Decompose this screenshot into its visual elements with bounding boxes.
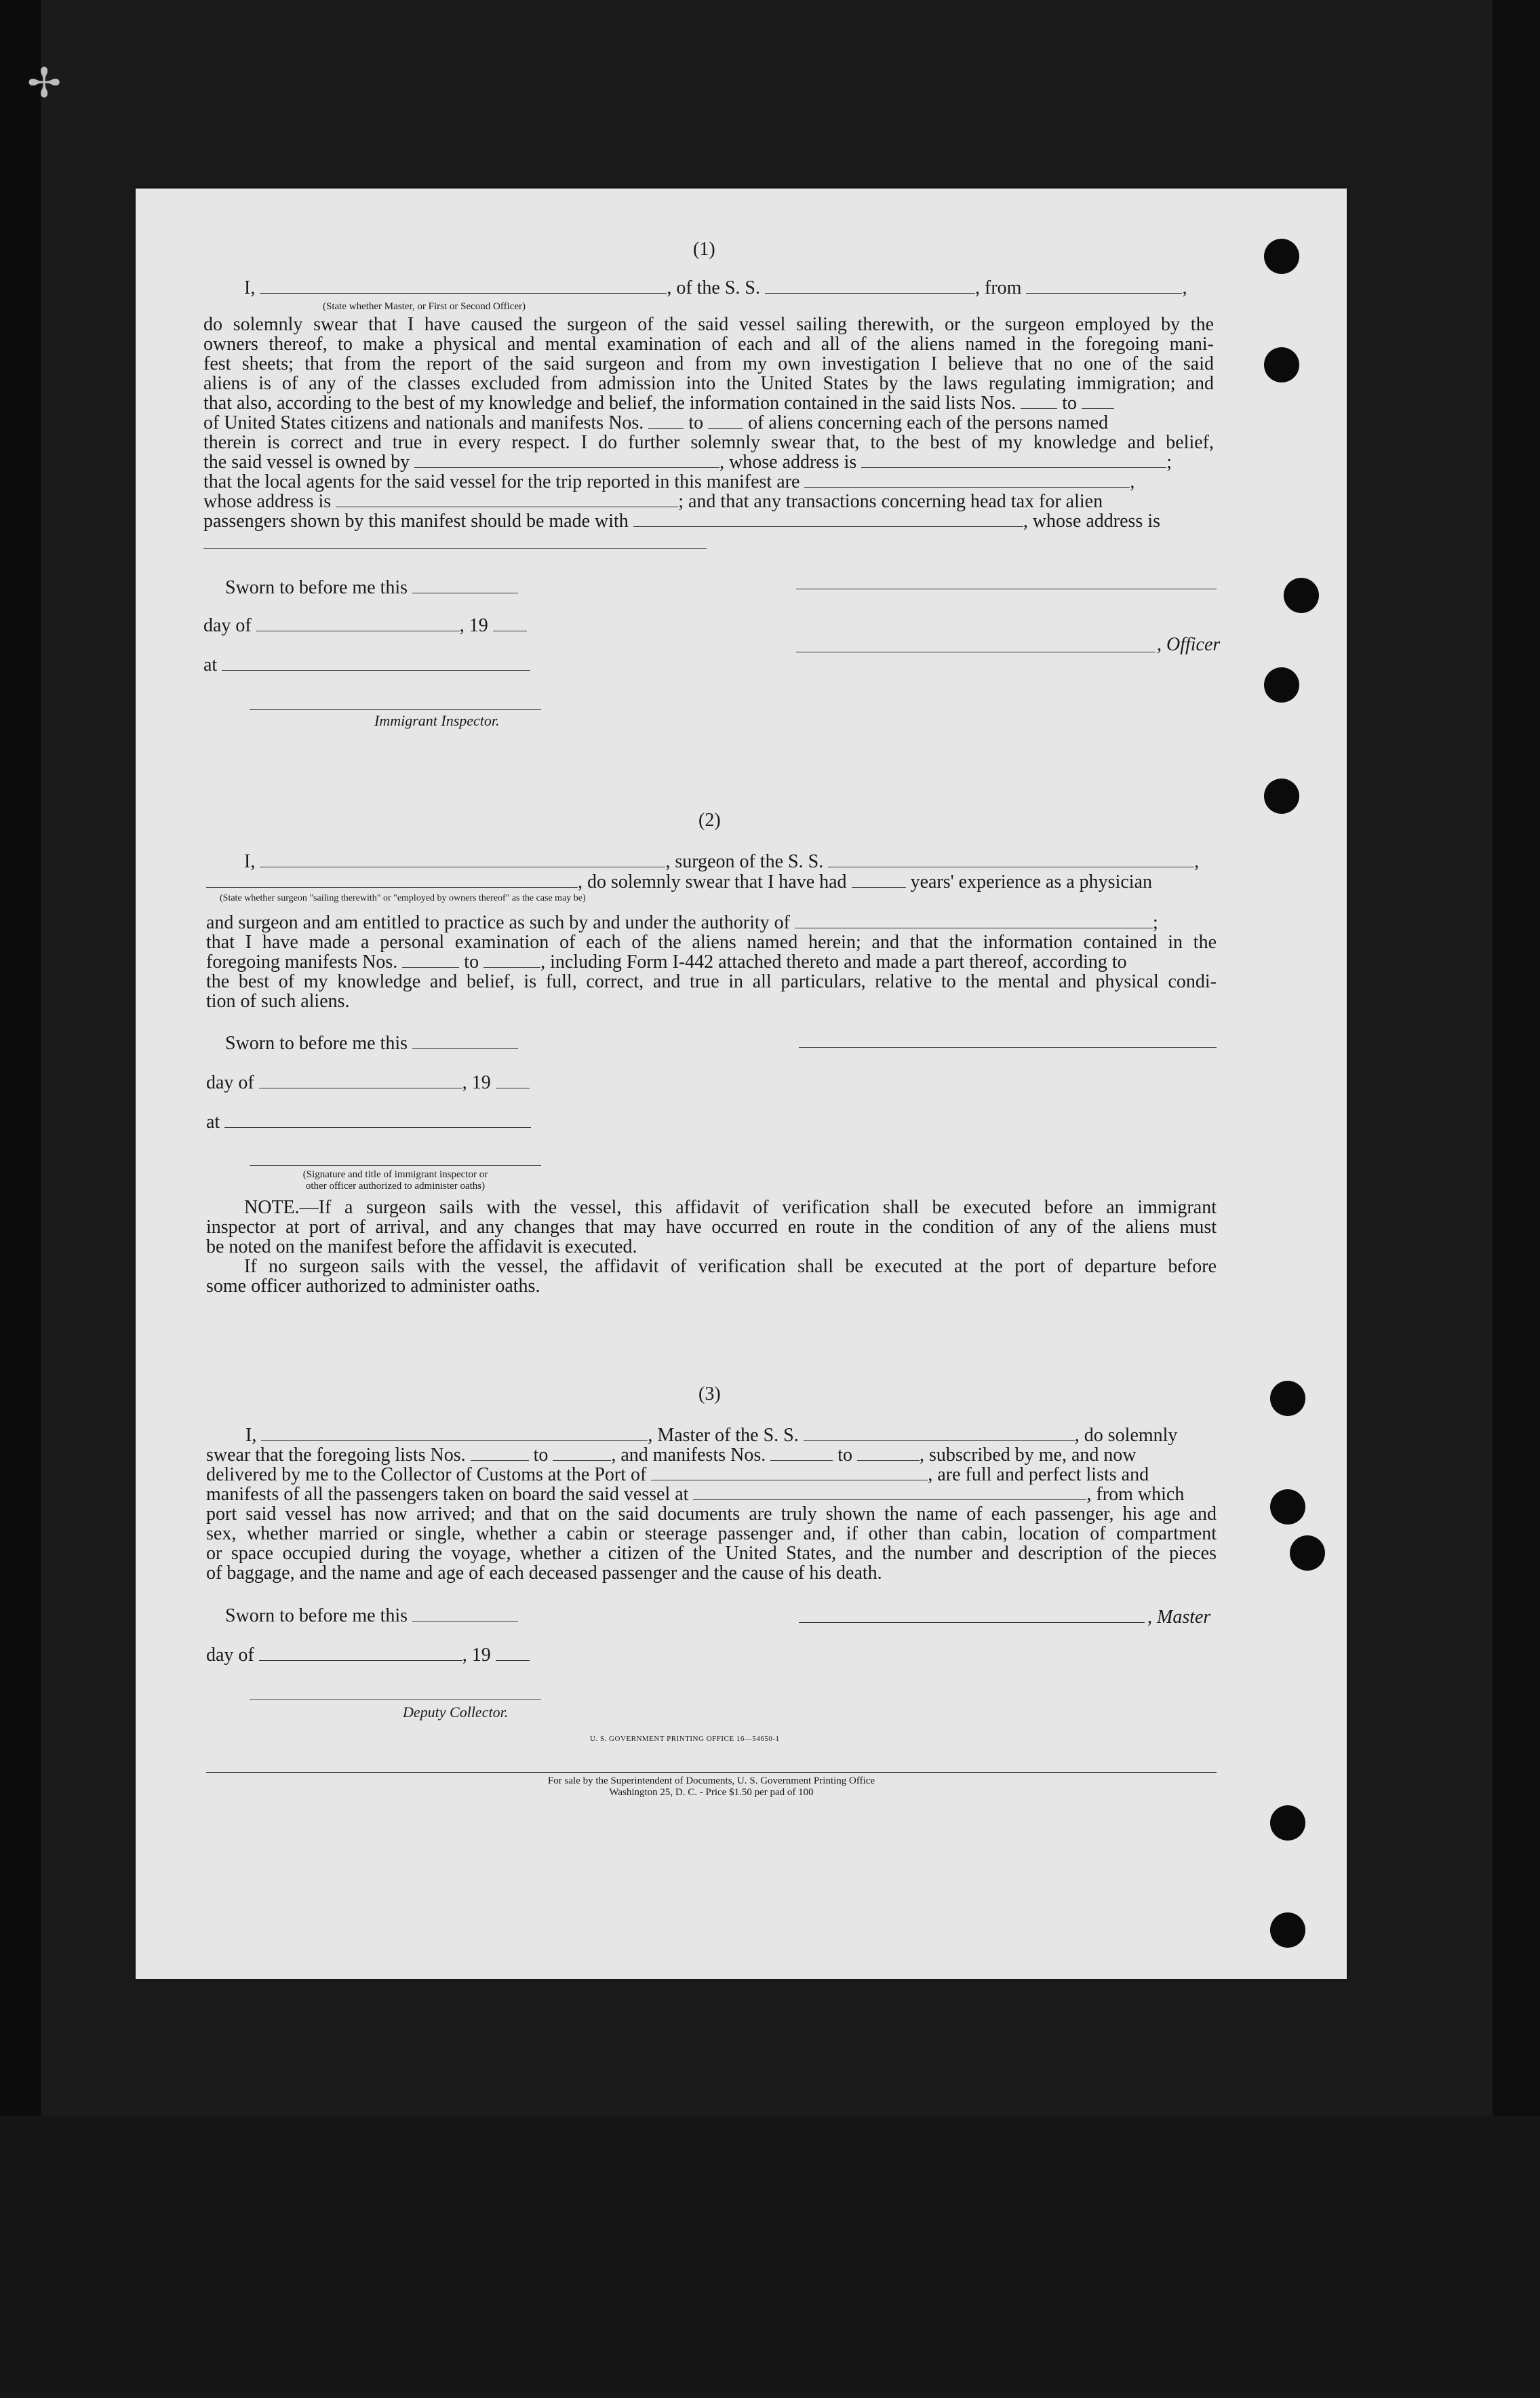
s2-manifests-line: [206, 952, 1127, 972]
at-label: at: [203, 654, 218, 675]
s1-at-line: [203, 655, 530, 675]
s1-officer-label: , Officer: [1157, 634, 1221, 655]
s3-lists-from-blank[interactable]: [471, 1445, 529, 1461]
s3-master-signature-line[interactable]: [799, 1622, 1145, 1623]
s1-address-continuation-blank[interactable]: [203, 548, 707, 549]
punch-hole-icon: [1264, 667, 1299, 703]
s2-text: , including Form I-442 attached thereto and made a part thereof, according to: [540, 951, 1127, 972]
s1-text: of United States citizens and nationals and manifests Nos.: [203, 412, 644, 433]
s3-boarding-line: [206, 1485, 1184, 1505]
s1-para-line: therein is correct and true in every respect. I do further solemnly swear that, to the best of my knowledge and belief,: [203, 432, 1214, 453]
s1-master-line: [244, 278, 1187, 298]
s3-label-i: I,: [245, 1425, 257, 1446]
s2-at-line: [206, 1112, 531, 1133]
s1-para-line: do solemnly swear that I have caused the surgeon of the said vessel sailing therewith, or the surgeon employed by the: [203, 314, 1214, 335]
s2-surgeon-signature-line[interactable]: [799, 1047, 1217, 1048]
day-of-label: day of: [206, 1645, 254, 1666]
s2-text: foregoing manifests Nos.: [206, 951, 398, 972]
punch-hole-icon: [1264, 347, 1299, 382]
s2-signature-note-line2: other officer authorized to administer oaths): [305, 1181, 486, 1192]
s1-manifest-from-blank[interactable]: [648, 413, 684, 429]
s2-punct: ,: [1194, 851, 1200, 872]
punch-hole-icon: [1270, 1489, 1305, 1525]
s2-authority-line: [206, 913, 1158, 933]
s3-text: to: [837, 1444, 853, 1466]
s3-label-master: , Master of the S. S.: [648, 1425, 799, 1446]
s3-text: , subscribed by me, and now: [920, 1444, 1137, 1466]
s3-text: , from which: [1086, 1484, 1185, 1505]
s1-vessel-blank[interactable]: [765, 278, 975, 294]
s3-master-name-blank[interactable]: [261, 1426, 648, 1441]
s1-lists-from-blank[interactable]: [1021, 393, 1057, 409]
s3-year-blank[interactable]: [496, 1645, 530, 1661]
s1-lists-line: [203, 393, 1114, 414]
year-label: , 19: [459, 615, 488, 636]
s1-sworn-line: [225, 578, 518, 598]
sale-notice-line1: For sale by the Superintendent of Documents, U. S. Government Printing Office: [547, 1775, 875, 1786]
section-3-number: (3): [698, 1383, 721, 1404]
s1-year-blank[interactable]: [493, 616, 527, 631]
punch-hole-icon: [1270, 1381, 1305, 1416]
s1-manifest-to-blank[interactable]: [708, 413, 743, 429]
s1-text: passengers shown by this manifest should be made with: [203, 511, 629, 532]
s2-capacity-note: (State whether surgeon "sailing therewith" or "employed by owners thereof" as the case may be): [220, 893, 586, 903]
s3-text: swear that the foregoing lists Nos.: [206, 1444, 466, 1466]
section-1-number: (1): [693, 239, 715, 260]
punch-hole-icon: [1290, 1535, 1325, 1571]
s3-para-line: of baggage, and the name and age of each deceased passenger and the cause of his death.: [206, 1562, 882, 1584]
s1-owner-line: [203, 452, 1172, 473]
s3-text: delivered by me to the Collector of Customs at the Port of: [206, 1464, 647, 1485]
s2-sworn-line: [225, 1034, 518, 1054]
s1-inspector-signature-line[interactable]: [250, 709, 541, 710]
s2-sworn-blank[interactable]: [412, 1034, 518, 1049]
punch-hole-icon: [1284, 578, 1319, 613]
s1-from-blank[interactable]: [1026, 278, 1182, 294]
s1-agents-blank[interactable]: [804, 472, 1130, 488]
s3-text: , do solemnly: [1074, 1425, 1178, 1446]
s2-authority-blank[interactable]: [795, 913, 1153, 928]
manifest-affidavit-page: [136, 189, 1347, 1979]
s1-day-line: [203, 616, 527, 636]
s2-years-blank[interactable]: [852, 872, 906, 888]
s1-text: , whose address is: [719, 452, 857, 473]
s1-para-line: fest sheets; that from the report of the said surgeon and from my own investigation I believe that no one of the said: [203, 353, 1214, 374]
s3-collector-signature-line[interactable]: [250, 1699, 541, 1700]
s2-at-blank[interactable]: [224, 1112, 531, 1128]
year-label: , 19: [462, 1072, 491, 1093]
s3-day-line: [206, 1645, 530, 1666]
s3-manifest-from-blank[interactable]: [770, 1445, 833, 1461]
sale-notice-line2: Washington 25, D. C. - Price $1.50 per pad of 100: [609, 1787, 814, 1798]
s1-text: to: [1062, 393, 1078, 414]
s2-manifest-to-blank[interactable]: [483, 952, 540, 968]
sworn-label: Sworn to before me this: [225, 1033, 408, 1054]
film-edge-left: [0, 0, 41, 2398]
punch-hole-icon: [1270, 1805, 1305, 1841]
s2-surgeon-line: [244, 852, 1199, 872]
s1-text: that the local agents for the said vessel for the trip reported in this manifest are: [203, 471, 800, 492]
s2-label-i: I,: [244, 851, 256, 872]
scan-background-bottom: [0, 2116, 1540, 2398]
s1-para-line: owners thereof, to make a physical and mental examination of each and all of the aliens named in the foregoing mani-: [203, 334, 1214, 355]
punch-hole-icon: [1264, 239, 1299, 274]
s2-text: to: [464, 951, 479, 972]
s1-agents-line: [203, 472, 1134, 492]
day-of-label: day of: [203, 615, 252, 636]
s1-text: of aliens concerning each of the persons named: [748, 412, 1109, 433]
s3-master-label: , Master: [1147, 1607, 1211, 1628]
s1-text: whose address is: [203, 491, 332, 512]
s2-inspector-signature-line[interactable]: [250, 1165, 541, 1166]
s1-inspector-title: Immigrant Inspector.: [374, 712, 500, 729]
s2-text: years' experience as a physician: [910, 871, 1152, 892]
s2-note-line: inspector at port of arrival, and any changes that may have occurred en route in the condition of any of the aliens must: [206, 1217, 1217, 1238]
s2-text: and surgeon and am entitled to practice as such by and under the authority of: [206, 912, 790, 933]
s1-manifests-line: [203, 413, 1108, 433]
s2-day-blank[interactable]: [259, 1073, 462, 1088]
s2-signature-note: [250, 1169, 541, 1192]
s3-port-line: [206, 1465, 1149, 1485]
s3-lists-to-blank[interactable]: [553, 1445, 611, 1461]
scan-corner-mark-icon: ✢: [27, 60, 62, 107]
s1-lists-to-blank[interactable]: [1082, 393, 1114, 409]
section-2-number: (2): [698, 810, 721, 831]
s1-text: ,: [1130, 471, 1135, 492]
punch-hole-icon: [1264, 779, 1299, 814]
s2-note-line: some officer authorized to administer oaths.: [206, 1276, 540, 1297]
s3-port-blank[interactable]: [651, 1465, 928, 1480]
s1-label-of-ss: , of the S. S.: [667, 277, 761, 298]
s3-text: , are full and perfect lists and: [928, 1464, 1149, 1485]
s1-text: , whose address is: [1023, 511, 1161, 532]
s1-text: ;: [1166, 452, 1172, 473]
s3-sworn-line: [225, 1606, 518, 1626]
gpo-imprint: U. S. GOVERNMENT PRINTING OFFICE 16—54650-1: [590, 1735, 780, 1743]
s1-label-from: , from: [975, 277, 1022, 298]
s1-owner-blank[interactable]: [414, 452, 719, 468]
s2-signature-note-line1: (Signature and title of immigrant inspector or: [302, 1169, 488, 1180]
s1-text: that also, according to the best of my knowledge and belief, the information contained in the said lists Nos.: [203, 393, 1016, 414]
sale-notice: [206, 1775, 1217, 1798]
s3-text: , and manifests Nos.: [611, 1444, 766, 1466]
s1-text: ; and that any transactions concerning head tax for alien: [678, 491, 1103, 512]
s1-title-blank[interactable]: [260, 278, 667, 294]
s2-capacity-blank[interactable]: [206, 872, 578, 888]
day-of-label: day of: [206, 1072, 254, 1093]
film-edge-right: [1493, 0, 1540, 2398]
s1-head-tax-line: [203, 511, 1160, 532]
s3-master-line: [245, 1426, 1177, 1446]
s3-text: to: [533, 1444, 549, 1466]
s3-para-line: or space occupied during the voyage, whether a citizen of the United States, and the number and description of the pieces: [206, 1543, 1217, 1564]
s1-text: to: [688, 412, 704, 433]
s2-para-line: tion of such aliens.: [206, 991, 350, 1012]
s2-day-line: [206, 1073, 530, 1093]
s1-para-line: aliens is of any of the classes excluded from admission into the United States by the laws regulating immigration; and: [203, 373, 1214, 394]
s2-para-line: the best of my knowledge and belief, is full, correct, and true in all particulars, relative to the mental and physical condi-: [206, 971, 1217, 992]
s2-surgeon-name-blank[interactable]: [260, 852, 665, 867]
s3-text: manifests of all the passengers taken on board the said vessel at: [206, 1484, 689, 1505]
s2-label-surgeon: , surgeon of the S. S.: [665, 851, 824, 872]
at-label: at: [206, 1112, 220, 1133]
s2-year-blank[interactable]: [496, 1073, 530, 1088]
s3-para-line: port said vessel has now arrived; and that on the said documents are truly shown the name of each passenger, his age and: [206, 1503, 1217, 1525]
s3-lists-line: [206, 1445, 1137, 1466]
s2-note-line: be noted on the manifest before the affidavit is executed.: [206, 1236, 637, 1257]
s1-punct: ,: [1182, 277, 1187, 298]
s2-para-line: that I have made a personal examination of each of the aliens named herein; and that the information contained in the: [206, 932, 1217, 953]
s1-agents-address-blank[interactable]: [336, 492, 678, 507]
sworn-label: Sworn to before me this: [225, 1605, 408, 1626]
s1-agents-address-line: [203, 492, 1103, 512]
s2-note-line: If no surgeon sails with the vessel, the affidavit of verification shall be executed at the port of departure before: [244, 1256, 1217, 1277]
s1-day-blank[interactable]: [256, 616, 460, 631]
s1-text: the said vessel is owned by: [203, 452, 410, 473]
s3-boarding-blank[interactable]: [693, 1485, 1086, 1500]
s3-manifest-to-blank[interactable]: [857, 1445, 920, 1461]
s2-experience-line: [206, 872, 1152, 892]
s1-sworn-blank[interactable]: [412, 578, 518, 593]
s2-note-line: NOTE.—If a surgeon sails with the vessel, this affidavit of verification shall be executed before an immigrant: [244, 1197, 1217, 1218]
sworn-label: Sworn to before me this: [225, 577, 408, 598]
footer-rule: [206, 1772, 1217, 1773]
year-label: , 19: [462, 1645, 491, 1666]
s1-label-i: I,: [244, 277, 256, 298]
punch-hole-icon: [1270, 1912, 1305, 1948]
s2-manifest-from-blank[interactable]: [402, 952, 459, 968]
s1-title-note: (State whether Master, or First or Second Officer): [323, 301, 526, 312]
s2-text: ;: [1153, 912, 1158, 933]
s3-collector-title: Deputy Collector.: [403, 1704, 509, 1721]
s1-head-tax-blank[interactable]: [633, 511, 1023, 527]
s2-vessel-blank[interactable]: [828, 852, 1194, 867]
s1-owner-address-blank[interactable]: [861, 452, 1166, 468]
s3-vessel-blank[interactable]: [804, 1426, 1075, 1441]
s2-text: , do solemnly swear that I have had: [578, 871, 847, 892]
s3-day-blank[interactable]: [259, 1645, 462, 1661]
s1-at-blank[interactable]: [222, 655, 530, 671]
s3-sworn-blank[interactable]: [412, 1606, 518, 1621]
s3-para-line: sex, whether married or single, whether a cabin or steerage passenger and, if other than cabin, location of compartment: [206, 1523, 1217, 1544]
